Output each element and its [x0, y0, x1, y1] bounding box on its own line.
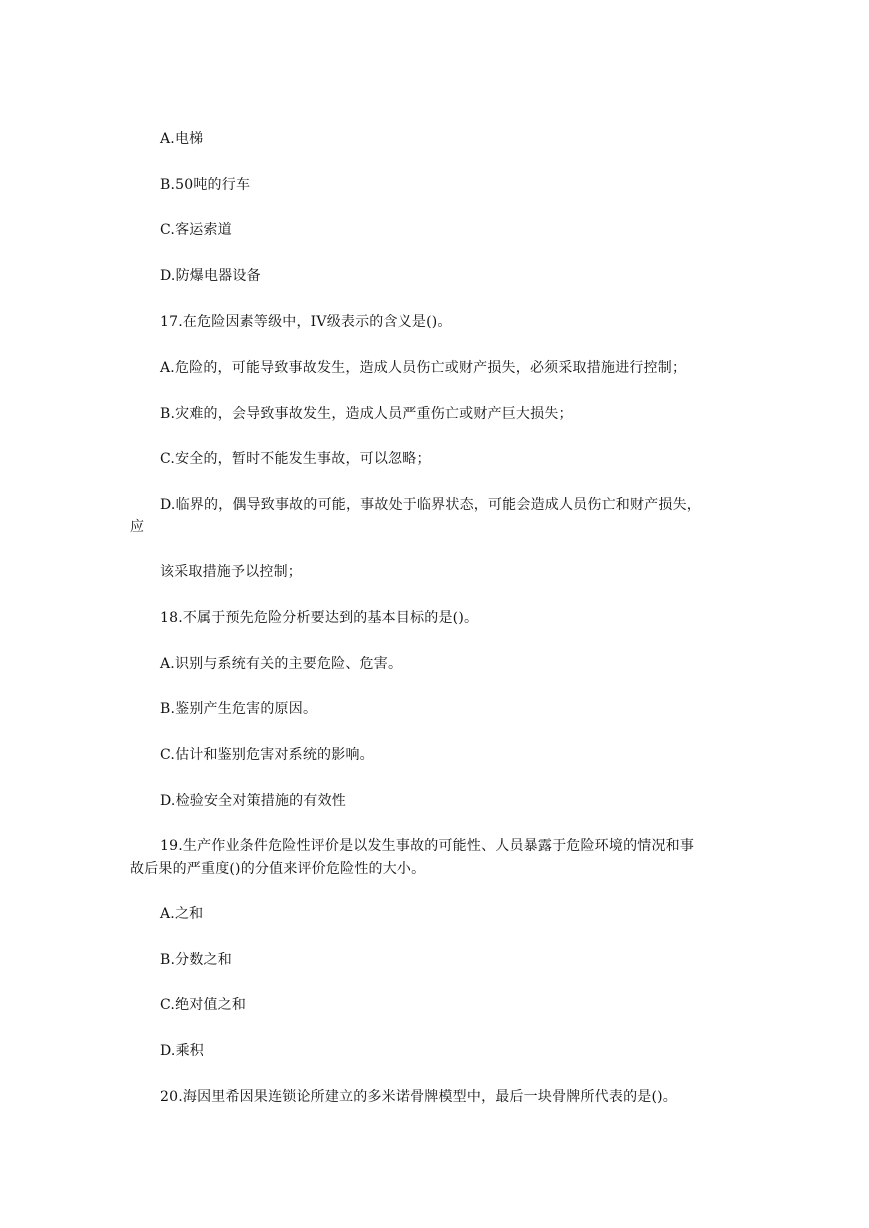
q20-stem: 20.海因里希因果连锁论所建立的多米诺骨牌模型中，最后一块骨牌所代表的是()。	[160, 1089, 677, 1105]
q16-option-b: B.50吨的行车	[160, 177, 251, 193]
q18-option-b: B.鉴别产生危害的原因。	[160, 701, 318, 717]
q17-option-b: B.灾难的，会导致事故发生，造成人员严重伤亡或财产巨大损失；	[160, 406, 573, 422]
q18-stem: 18.不属于预先危险分析要达到的基本目标的是()。	[160, 610, 479, 626]
q19-option-c: C.绝对值之和	[160, 997, 247, 1013]
q19-option-b: B.分数之和	[160, 952, 232, 968]
q17-stem: 17.在危险因素等级中，IV级表示的含义是()。	[160, 314, 452, 330]
q19-option-a: A.之和	[160, 906, 204, 922]
q16-option-c: C.客运索道	[160, 222, 232, 238]
q16-option-a: A.电梯	[160, 131, 204, 147]
q18-option-d: D.检验安全对策措施的有效性	[160, 793, 346, 809]
q16-option-d: D.防爆电器设备	[160, 268, 261, 284]
q19-option-d: D.乘积	[160, 1043, 204, 1059]
q17-option-c: C.安全的，暂时不能发生事故，可以忽略；	[160, 451, 431, 467]
q18-option-a: A.识别与系统有关的主要危险、危害。	[160, 656, 403, 672]
q17-option-d-cont2: 该采取措施予以控制；	[160, 564, 302, 580]
q18-option-c: C.估计和鉴别危害对系统的影响。	[160, 747, 374, 763]
q17-option-a: A.危险的，可能导致事故发生，造成人员伤亡或财产损失，必须采取措施进行控制；	[160, 360, 687, 376]
q19-stem-cont: 故后果的严重度()的分值来评价危险性的大小。	[130, 861, 426, 877]
q19-stem: 19.生产作业条件危险性评价是以发生事故的可能性、人员暴露于危险环境的情况和事	[160, 838, 695, 854]
q17-option-d-cont: 应	[130, 519, 145, 535]
q17-option-d: D.临界的，偶导致事故的可能，事故处于临界状态，可能会造成人员伤亡和财产损失，	[160, 497, 701, 513]
